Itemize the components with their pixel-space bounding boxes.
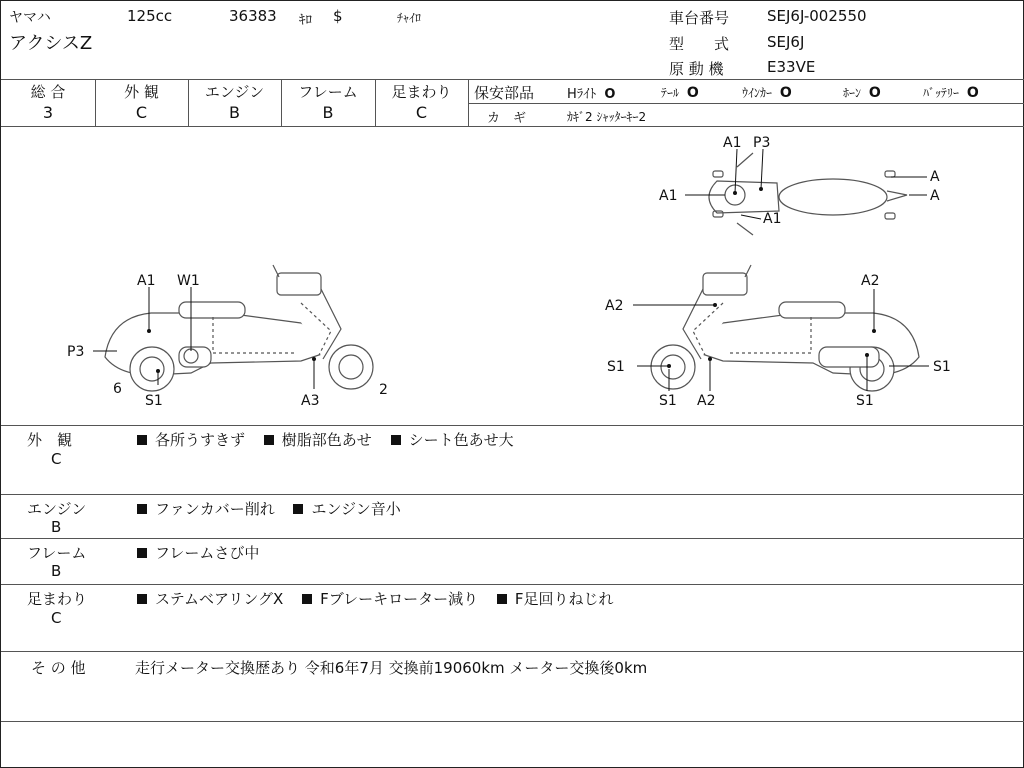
note-item: F足回りねじれ (514, 590, 614, 608)
key-value: ｶｷﾞ2 ｼｬｯﾀｰｷｰ2 (567, 110, 647, 124)
divider (1, 538, 1024, 539)
note-items-frame (137, 542, 273, 563)
safety-item-tail (661, 84, 699, 101)
grade-header-exterior: 外 観 (124, 83, 159, 101)
bullet-square-icon (391, 435, 401, 445)
note-items-engine (137, 498, 415, 519)
grade-header-frame: フレーム (298, 83, 358, 101)
mileage-unit: ｷﾛ (299, 13, 312, 28)
safety-item-name: ﾎｰﾝ (843, 86, 862, 100)
safety-item-mark: O (604, 87, 616, 102)
diagram-label: S1 (145, 393, 163, 409)
note-grade-suspension: C (51, 609, 62, 627)
diagram-label: A1 (723, 135, 742, 151)
note-items-suspension (137, 588, 628, 609)
diagram-label: 2 (379, 382, 388, 398)
grade-header-engine: エンジン (204, 83, 265, 101)
diagram-label: A2 (861, 273, 880, 289)
bullet-square-icon (293, 504, 303, 514)
safety-item-name: ﾊﾞｯﾃﾘｰ (923, 86, 960, 100)
bullet-square-icon (497, 594, 507, 604)
safety-label: 保安部品 (474, 84, 535, 102)
scooter-top-view (709, 153, 907, 235)
diagram-label: S1 (856, 393, 874, 409)
safety-item-mark: O (686, 85, 699, 101)
note-grade-exterior: C (51, 450, 62, 468)
grade-suspension: C (415, 103, 428, 122)
engine-label: 原 動 機 (669, 60, 724, 78)
note-grade-frame: B (51, 562, 62, 580)
maker: ヤマハ (9, 10, 51, 26)
type-value: SEJ6J (767, 33, 805, 51)
frame-no-label: 車台番号 (669, 9, 730, 27)
safety-item-winker (742, 84, 792, 101)
safety-item-battery (923, 84, 979, 101)
diagram-label: W1 (177, 273, 200, 289)
bullet-square-icon (137, 504, 147, 514)
grade-header-suspension: 足まわり (391, 83, 452, 101)
diagram-label: 6 (113, 381, 122, 397)
safety-item-name: ﾃｰﾙ (661, 86, 680, 100)
divider (1, 79, 1024, 80)
engine-value: E33VE (767, 58, 816, 76)
diagram-label: S1 (659, 393, 677, 409)
note-label-other: そ の 他 (31, 659, 86, 677)
safety-item-mark: O (966, 85, 979, 101)
diagram-label: P3 (753, 135, 771, 151)
bullet-square-icon (264, 435, 274, 445)
diagram-label: S1 (933, 359, 951, 375)
bullet-square-icon (137, 435, 147, 445)
safety-item-mark: O (779, 85, 792, 101)
mileage-symbol: $ (333, 7, 343, 25)
frame-no: SEJ6J-002550 (767, 7, 867, 25)
diagram-label: A2 (697, 393, 716, 409)
bullet-square-icon (137, 594, 147, 604)
note-items-exterior (137, 429, 528, 450)
damage-diagram (1, 127, 1024, 425)
note-grade-engine: B (51, 518, 62, 536)
diagram-label: A1 (659, 188, 678, 204)
grade-engine: B (229, 103, 240, 122)
divider (1, 651, 1024, 652)
safety-item-headlight (567, 83, 615, 102)
grade-exterior: C (135, 103, 148, 122)
note-item: 樹脂部色あせ (281, 431, 372, 449)
safety-item-name: ｳｲﾝｶｰ (742, 86, 773, 100)
note-item: 各所うすきず (155, 431, 246, 449)
diagram-label: A1 (137, 273, 156, 289)
grade-overall: 3 (42, 103, 54, 122)
color: ﾁｬｲﾛ (397, 11, 422, 25)
type-label: 型 式 (669, 35, 730, 53)
note-item: シート色あせ大 (408, 431, 514, 449)
note-label-frame: フレーム (27, 544, 87, 562)
note-text-other: 走行メーター交換歴あり 令和6年7月 交換前19060km メーター交換後0km (135, 659, 648, 677)
divider (1, 584, 1024, 585)
note-item: エンジン音小 (311, 500, 401, 518)
diagram-label: P3 (67, 344, 85, 360)
bullet-square-icon (137, 548, 147, 558)
diagram-label: A3 (301, 393, 320, 409)
diagram-label: A1 (763, 211, 782, 227)
model-name: アクシスZ (9, 33, 93, 54)
displacement: 125cc (127, 7, 173, 25)
divider (1, 425, 1024, 426)
note-label-suspension: 足まわり (27, 590, 88, 608)
note-label-exterior: 外 観 (27, 431, 73, 449)
mileage: 36383 (229, 7, 277, 25)
safety-item-name: Hﾗｲﾄ (567, 87, 597, 102)
divider (468, 79, 469, 126)
note-item: ステムベアリングX (155, 590, 284, 608)
diagram-label: A2 (605, 298, 624, 314)
grade-header-overall: 総 合 (30, 83, 66, 101)
safety-item-mark: O (868, 85, 881, 101)
safety-item-horn (843, 84, 881, 101)
note-label-engine: エンジン (27, 500, 87, 518)
note-item: Fブレーキローター減り (320, 590, 479, 608)
note-item: フレームさび中 (155, 544, 260, 562)
diagram-label: S1 (607, 359, 625, 375)
bullet-square-icon (302, 594, 312, 604)
divider (1, 721, 1024, 722)
diagram-label: A (930, 188, 940, 204)
key-label: カ ギ (487, 111, 527, 126)
diagram-label: A (930, 169, 940, 185)
divider (468, 103, 1024, 104)
note-item: ファンカバー削れ (155, 500, 275, 518)
divider (1, 494, 1024, 495)
grade-frame: B (322, 103, 334, 122)
